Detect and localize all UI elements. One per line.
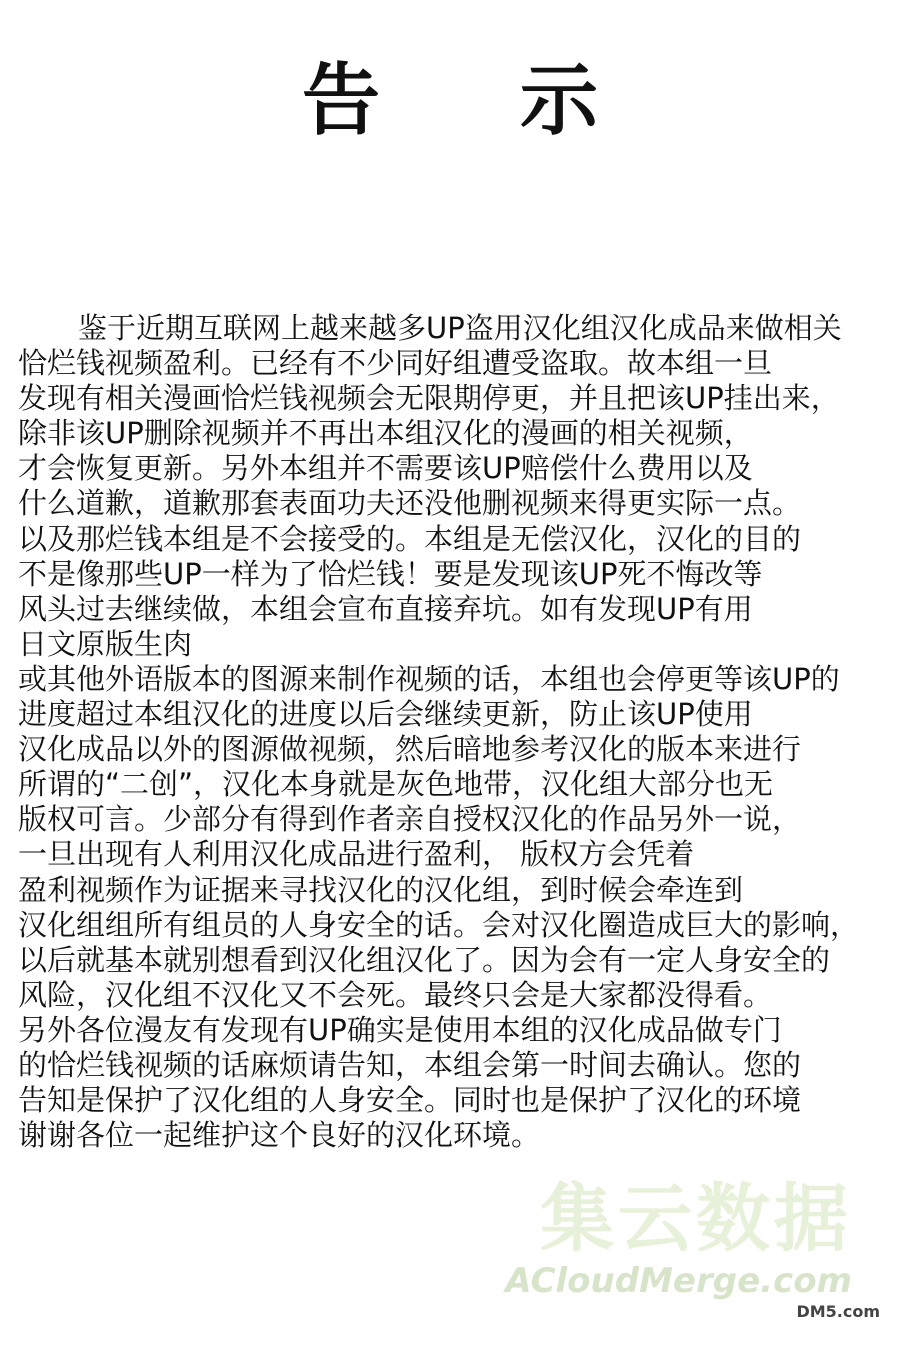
notice-line: 进度超过本组汉化的进度以后会继续更新，防止该UP使用 [18, 697, 753, 732]
notice-line: 所谓的“二创”，汉化本身就是灰色地带，汉化组大部分也无 [18, 767, 774, 802]
notice-line: 除非该UP删除视频并不再出本组汉化的漫画的相关视频， [18, 416, 753, 451]
notice-line: 或其他外语版本的图源来制作视频的话，本组也会停更等该UP的 [18, 661, 840, 696]
watermark-brand: 集云数据 [540, 1176, 852, 1262]
notice-line: 以后就基本就别想看到汉化组汉化了。因为会有一定人身安全的 [18, 942, 831, 977]
notice-line: 不是像那些UP一样为了恰烂钱！要是发现该UP死不悔改等 [18, 556, 763, 591]
notice-line: 以及那烂钱本组是不会接受的。本组是无偿汉化，汉化的目的 [18, 521, 802, 556]
notice-line: 汉化组组所有组员的人身安全的话。会对汉化圈造成巨大的影响， [18, 907, 860, 942]
dm5-logo: DM5.com [796, 1302, 880, 1321]
notice-line: 恰烂钱视频盈利。已经有不少同好组遭受盗取。故本组一旦 [18, 346, 773, 381]
notice-line: 鉴于近期互联网上越来越多UP盗用汉化组汉化成品来做相关 [78, 311, 842, 345]
notice-line: 什么道歉，道歉那套表面功夫还没他删视频来得更实际一点。 [18, 486, 802, 521]
page-title-char: 告 [301, 56, 380, 146]
notice-line: 版权可言。少部分有得到作者亲自授权汉化的作品另外一说， [18, 802, 802, 837]
notice-line: 发现有相关漫画恰烂钱视频会无限期停更，并且把该UP挂出来， [18, 381, 840, 416]
notice-line: 另外各位漫友有发现有UP确实是使用本组的汉化成品做专门 [18, 1012, 782, 1047]
page-title-char: 示 [520, 56, 599, 146]
notice-line: 才会恢复更新。另外本组并不需要该UP赔偿什么费用以及 [18, 451, 753, 486]
watermark-url: ACloudMerge.com [505, 1261, 852, 1301]
notice-line: 的恰烂钱视频的话麻烦请告知，本组会第一时间去确认。您的 [18, 1047, 802, 1082]
notice-line: 风险，汉化组不汉化又不会死。最终只会是大家都没得看。 [18, 977, 773, 1012]
watermark [472, 1172, 880, 1332]
notice-line: 告知是保护了汉化组的人身安全。同时也是保护了汉化的环境 [18, 1083, 802, 1118]
page-title [0, 56, 900, 146]
notice-body [18, 311, 898, 1153]
notice-line: 盈利视频作为证据来寻找汉化的汉化组，到时候会牵连到 [18, 872, 744, 907]
notice-line: 一旦出现有人利用汉化成品进行盈利， 版权方会凭着 [18, 837, 695, 872]
notice-line: 谢谢各位一起维护这个良好的汉化环境。 [18, 1118, 541, 1153]
notice-line: 汉化成品以外的图源做视频，然后暗地参考汉化的版本来进行 [18, 732, 802, 767]
notice-line: 日文原版生肉 [18, 626, 193, 661]
notice-line: 风头过去继续做，本组会宣布直接弃坑。如有发现UP有用 [18, 591, 753, 626]
